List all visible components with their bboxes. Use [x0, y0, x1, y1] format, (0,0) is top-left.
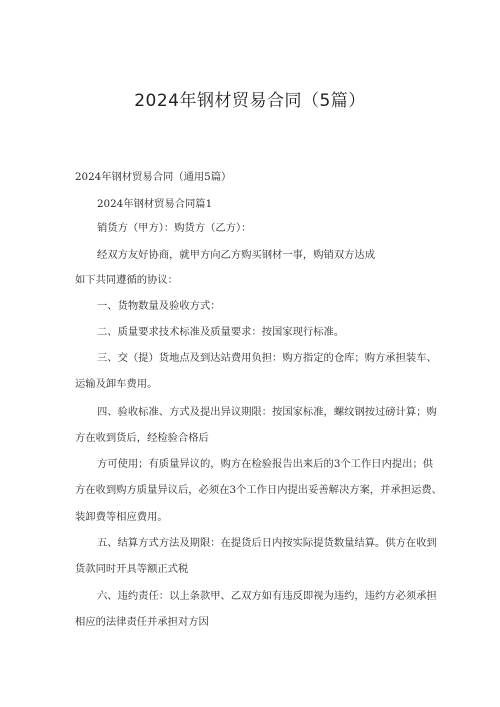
doc-line: 装卸费等相应费用。 [75, 511, 168, 523]
doc-line: 货款同时开具等额正式税 [75, 563, 189, 575]
doc-line: 销货方（甲方）：购货方（乙方）： [97, 222, 252, 234]
doc-line: 一、货物数量及验收方式： [97, 300, 221, 312]
doc-line: 三、交（提）货地点及到达站费用负担：购方指定的仓库；购方承担装车、 [97, 352, 437, 364]
doc-line: 方在收到购方质量异议后，必须在3个工作日内提出妥善解决方案，并承担运费、 [75, 484, 442, 496]
document-title: 2024年钢材贸易合同（5篇） [134, 91, 366, 111]
doc-line: 方在收到货后，经检验合格后 [75, 432, 209, 444]
doc-line: 方可使用；有质量异议的，购方在检验报告出来后的3个工作日内提出；供 [97, 458, 434, 470]
doc-line: 经双方友好协商，就甲方向乙方购买钢材一事，购销双方达成 [97, 249, 376, 261]
doc-line: 相应的法律责任并承担对方因 [75, 616, 209, 628]
doc-line: 四、验收标准、方式及提出异议期限：按国家标准，螺纹钢按过磅计算；购 [97, 406, 437, 418]
doc-line: 2024年钢材贸易合同（通用5篇） [75, 171, 232, 183]
doc-line: 如下共同遵循的协议： [75, 274, 178, 286]
doc-line: 2024年钢材贸易合同篇1 [97, 198, 213, 210]
doc-line: 二、质量要求技术标准及质量要求：按国家现行标准。 [97, 326, 345, 338]
doc-line: 运输及卸车费用。 [75, 378, 158, 390]
doc-line: 五、结算方式方法及期限：在提货后日内按实际提货数量结算。供方在收到 [97, 537, 437, 549]
doc-line: 六、违约责任：以上条款甲、乙双方如有违反即视为违约，违约方必须承担 [97, 590, 437, 602]
